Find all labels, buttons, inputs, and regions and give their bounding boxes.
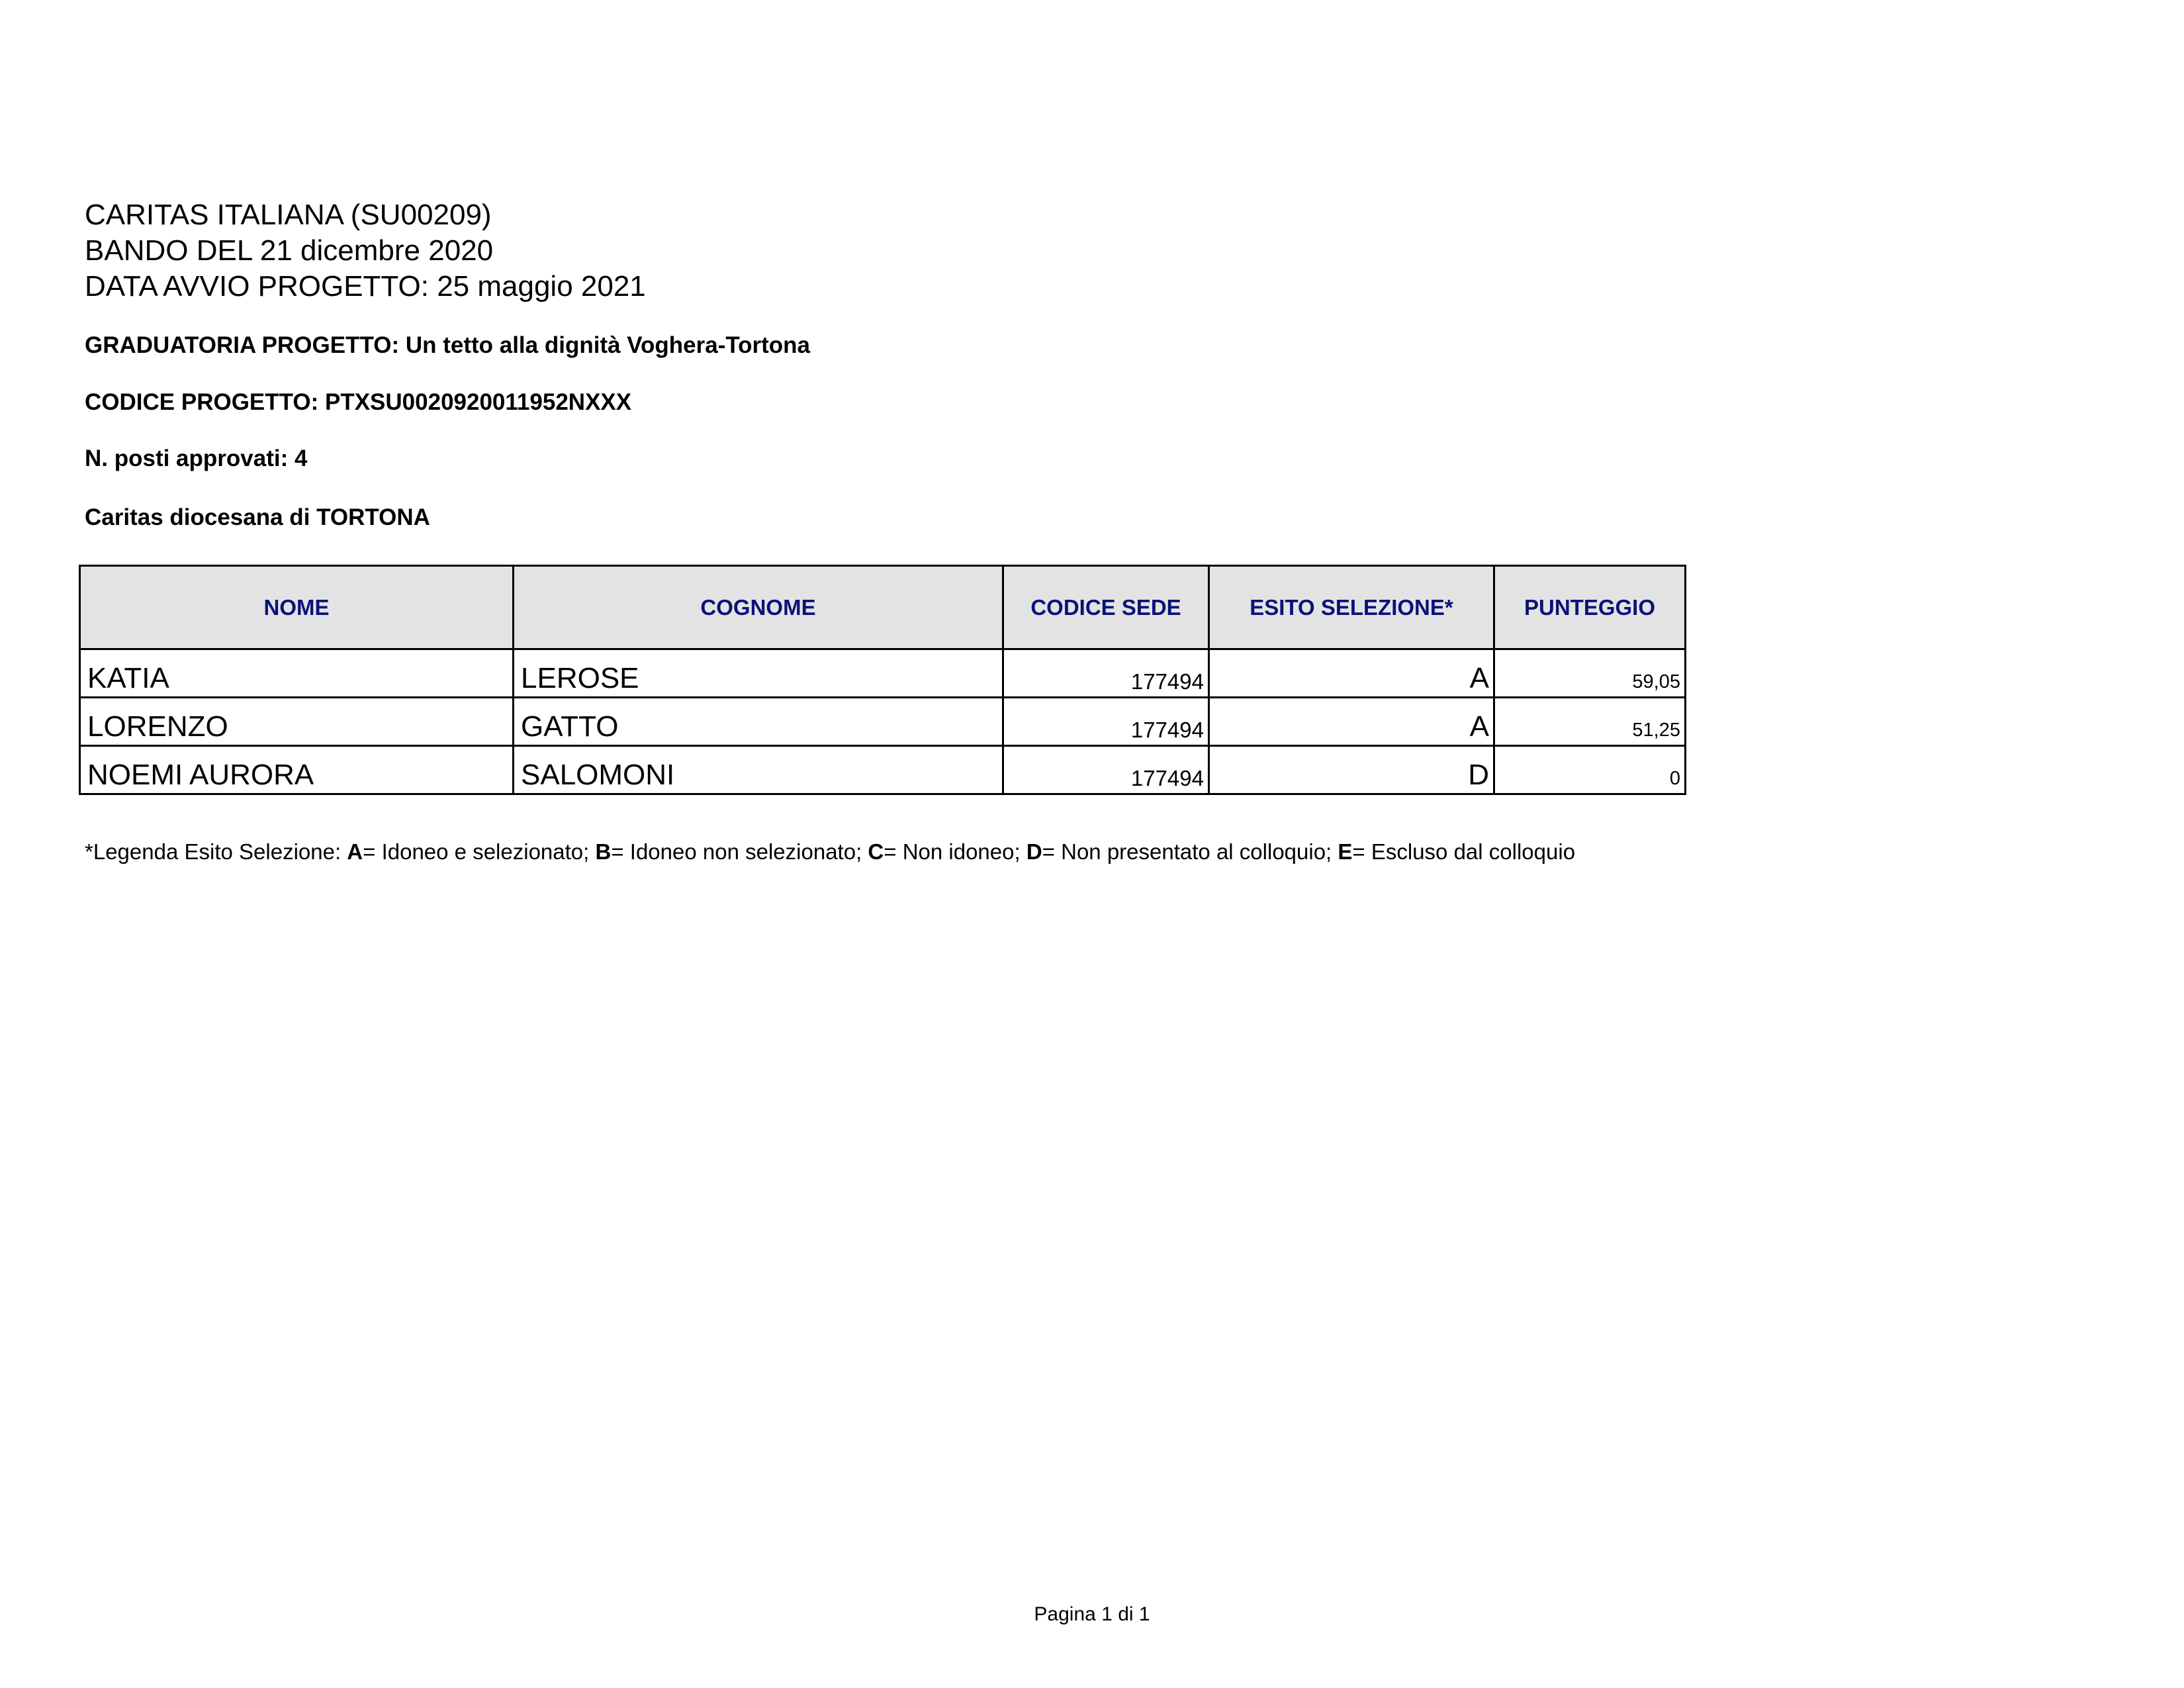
- cell-nome: NOEMI AURORA: [80, 746, 514, 794]
- cell-esito: A: [1209, 698, 1494, 746]
- legend-key-c: C: [868, 839, 884, 864]
- organization-title: CARITAS ITALIANA (SU00209): [85, 199, 492, 231]
- cell-esito: A: [1209, 649, 1494, 698]
- project-code: CODICE PROGETTO: PTXSU0020920011952NXXX: [85, 389, 632, 415]
- legend-text-e: = Escluso dal colloquio: [1352, 839, 1576, 864]
- header-nome: NOME: [80, 566, 514, 649]
- cell-codice-sede: 177494: [1003, 746, 1209, 794]
- page-number: Pagina 1 di 1: [1034, 1603, 1150, 1625]
- cell-codice-sede: 177494: [1003, 698, 1209, 746]
- cell-cognome: SALOMONI: [514, 746, 1003, 794]
- legend-prefix: *Legenda Esito Selezione:: [85, 839, 347, 864]
- approved-seats: N. posti approvati: 4: [85, 445, 308, 471]
- cell-codice-sede: 177494: [1003, 649, 1209, 698]
- legend-key-d: D: [1026, 839, 1042, 864]
- results-table: [79, 565, 1686, 795]
- header-esito-selezione: ESITO SELEZIONE*: [1209, 566, 1494, 649]
- cell-punteggio: 0: [1494, 746, 1686, 794]
- legend-key-e: E: [1338, 839, 1353, 864]
- header-codice-sede: CODICE SEDE: [1003, 566, 1209, 649]
- diocesan-caritas: Caritas diocesana di TORTONA: [85, 504, 430, 530]
- project-start-date: DATA AVVIO PROGETTO: 25 maggio 2021: [85, 270, 646, 303]
- graduatoria-title: GRADUATORIA PROGETTO: Un tetto alla dignità Voghera-Tortona: [85, 332, 811, 358]
- document-header: [85, 197, 646, 305]
- legend-key-b: B: [595, 839, 612, 864]
- header-cognome: COGNOME: [514, 566, 1003, 649]
- cell-cognome: GATTO: [514, 698, 1003, 746]
- table-row: [80, 746, 1686, 794]
- legend-text-b: = Idoneo non selezionato;: [611, 839, 868, 864]
- cell-esito: D: [1209, 746, 1494, 794]
- header-punteggio: PUNTEGGIO: [1494, 566, 1686, 649]
- legend-text-a: = Idoneo e selezionato;: [363, 839, 596, 864]
- cell-nome: KATIA: [80, 649, 514, 698]
- cell-punteggio: 51,25: [1494, 698, 1686, 746]
- bando-date: BANDO DEL 21 dicembre 2020: [85, 234, 494, 267]
- table-row: [80, 649, 1686, 698]
- cell-nome: LORENZO: [80, 698, 514, 746]
- cell-punteggio: 59,05: [1494, 649, 1686, 698]
- esito-legend: [85, 839, 1575, 865]
- legend-key-a: A: [347, 839, 363, 864]
- legend-text-c: = Non idoneo;: [884, 839, 1026, 864]
- legend-text-d: = Non presentato al colloquio;: [1042, 839, 1338, 864]
- table-header-row: [80, 566, 1686, 649]
- cell-cognome: LEROSE: [514, 649, 1003, 698]
- table-row: [80, 698, 1686, 746]
